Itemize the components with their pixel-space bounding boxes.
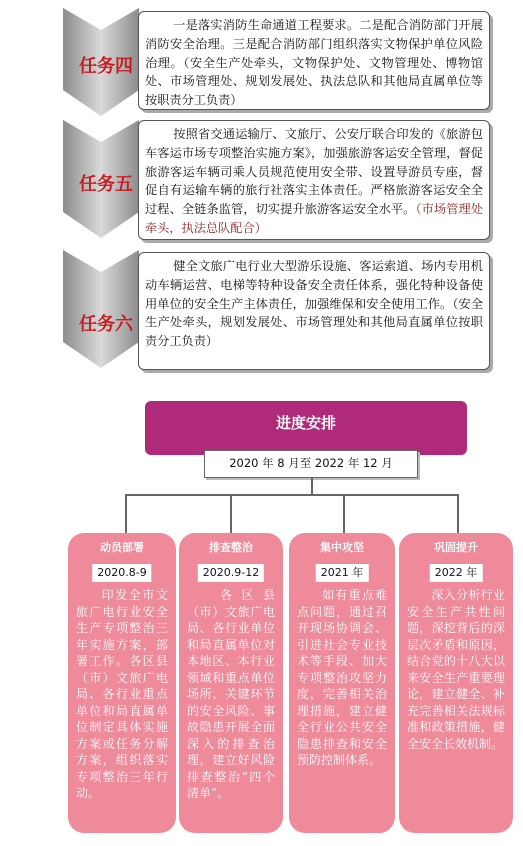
phase-card-consolidate [399, 533, 513, 833]
schedule-title: 进度安排 [145, 401, 467, 455]
phase-date: 2020.8-9 [92, 564, 151, 582]
task-text: 健全文旅广电行业大型游乐设施、客运索道、场内专用机动车辆运营、电梯等特种设备安全责任体系，强化特种设备使用单位的安全生产主体责任，加强维保和安全使用工作。 [145, 259, 483, 311]
phase-text: 如有重点难点问题，通过召开现场协调会、引进社会专业技术等手段、加大专项整治攻坚力度，完善相关治理措施，建立健全行业公共安全隐患排查和安全预防控制体系。 [297, 588, 387, 767]
schedule-date-range: 2020 年 8 月至 2022 年 12 月 [204, 450, 418, 478]
phase-card-mobilize [68, 533, 176, 833]
phase-text: 印发全市文旅广电行业安全生产专项整治三年实施方案，部署工作。各区县（市）文旅广电局、各行业重点单位和局直属单位制定具体实施方案或任务分解方案，组织落实专项整治三年行动。 [76, 588, 168, 800]
phase-title: 集中攻坚 [320, 541, 364, 554]
phase-date: 2021 年 [316, 564, 369, 582]
task-description-box [138, 252, 490, 370]
phase-card-inspect [179, 533, 283, 833]
task-description-box [138, 120, 490, 240]
connector-line [125, 494, 458, 496]
phase-title: 巩固提升 [434, 541, 478, 554]
connector-line [343, 494, 345, 534]
task-text: 按照省交通运输厅、文旅厅、公安厅联合印发的《旅游包车客运市场专项整治实施方案》，加强旅游客运安全管理，督促旅游客运车辆司乘人员规范使用安全带、设置导游员专座，督促自有运输车辆的旅行社落实主体责任。严格旅游客运安全全过程、全链条监管，切实提升旅游客运安全水平。 [145, 127, 483, 217]
connector-line [457, 494, 459, 534]
phase-date: 2022 年 [430, 564, 483, 582]
connector-line [230, 494, 232, 534]
phase-date: 2020.9-12 [198, 564, 264, 582]
phase-text: 各区县（市）文旅广电局、各行业单位和局直属单位对本地区、本行业领域和重点单位场所、关键环节的安全风险、事故隐患开展全面深入的排查治理，建立好风险排查整治“四个清单”。 [187, 588, 275, 800]
phase-title: 排查整治 [209, 541, 253, 554]
connector-line [125, 494, 127, 534]
task-note: （市场管理处牵头，执法总队配合） [145, 202, 484, 235]
phase-text: 深入分析行业安全生产共性问题，深挖背后的深层次矛盾和原因，结合党的十八大以来安全生产重要理论，建立健全、补充完善相关法规标准和政策措施，健全安全长效机制。 [407, 588, 505, 751]
task-text: 一是落实消防生命通道工程要求。二是配合消防部门开展消防安全治理。三是配合消防部门组织落实文物保护单位风险治理。 [145, 18, 483, 70]
phase-card-tackle [289, 533, 395, 833]
task-label: 任务四 [79, 56, 133, 77]
phase-title: 动员部署 [100, 541, 144, 554]
task-label: 任务五 [79, 174, 133, 195]
task-note: （安全生产处牵头，规划发展处、市场管理处和其他局直属单位按职责分工负责） [145, 296, 484, 349]
task-note: （安全生产处牵头，文物保护处、文物管理处、博物馆处、市场管理处、规划发展处、执法总队和其他局直属单位等按职责分工负责） [145, 55, 483, 108]
task-description-box [138, 11, 490, 110]
connector-line [311, 478, 313, 494]
task-label: 任务六 [79, 314, 133, 335]
